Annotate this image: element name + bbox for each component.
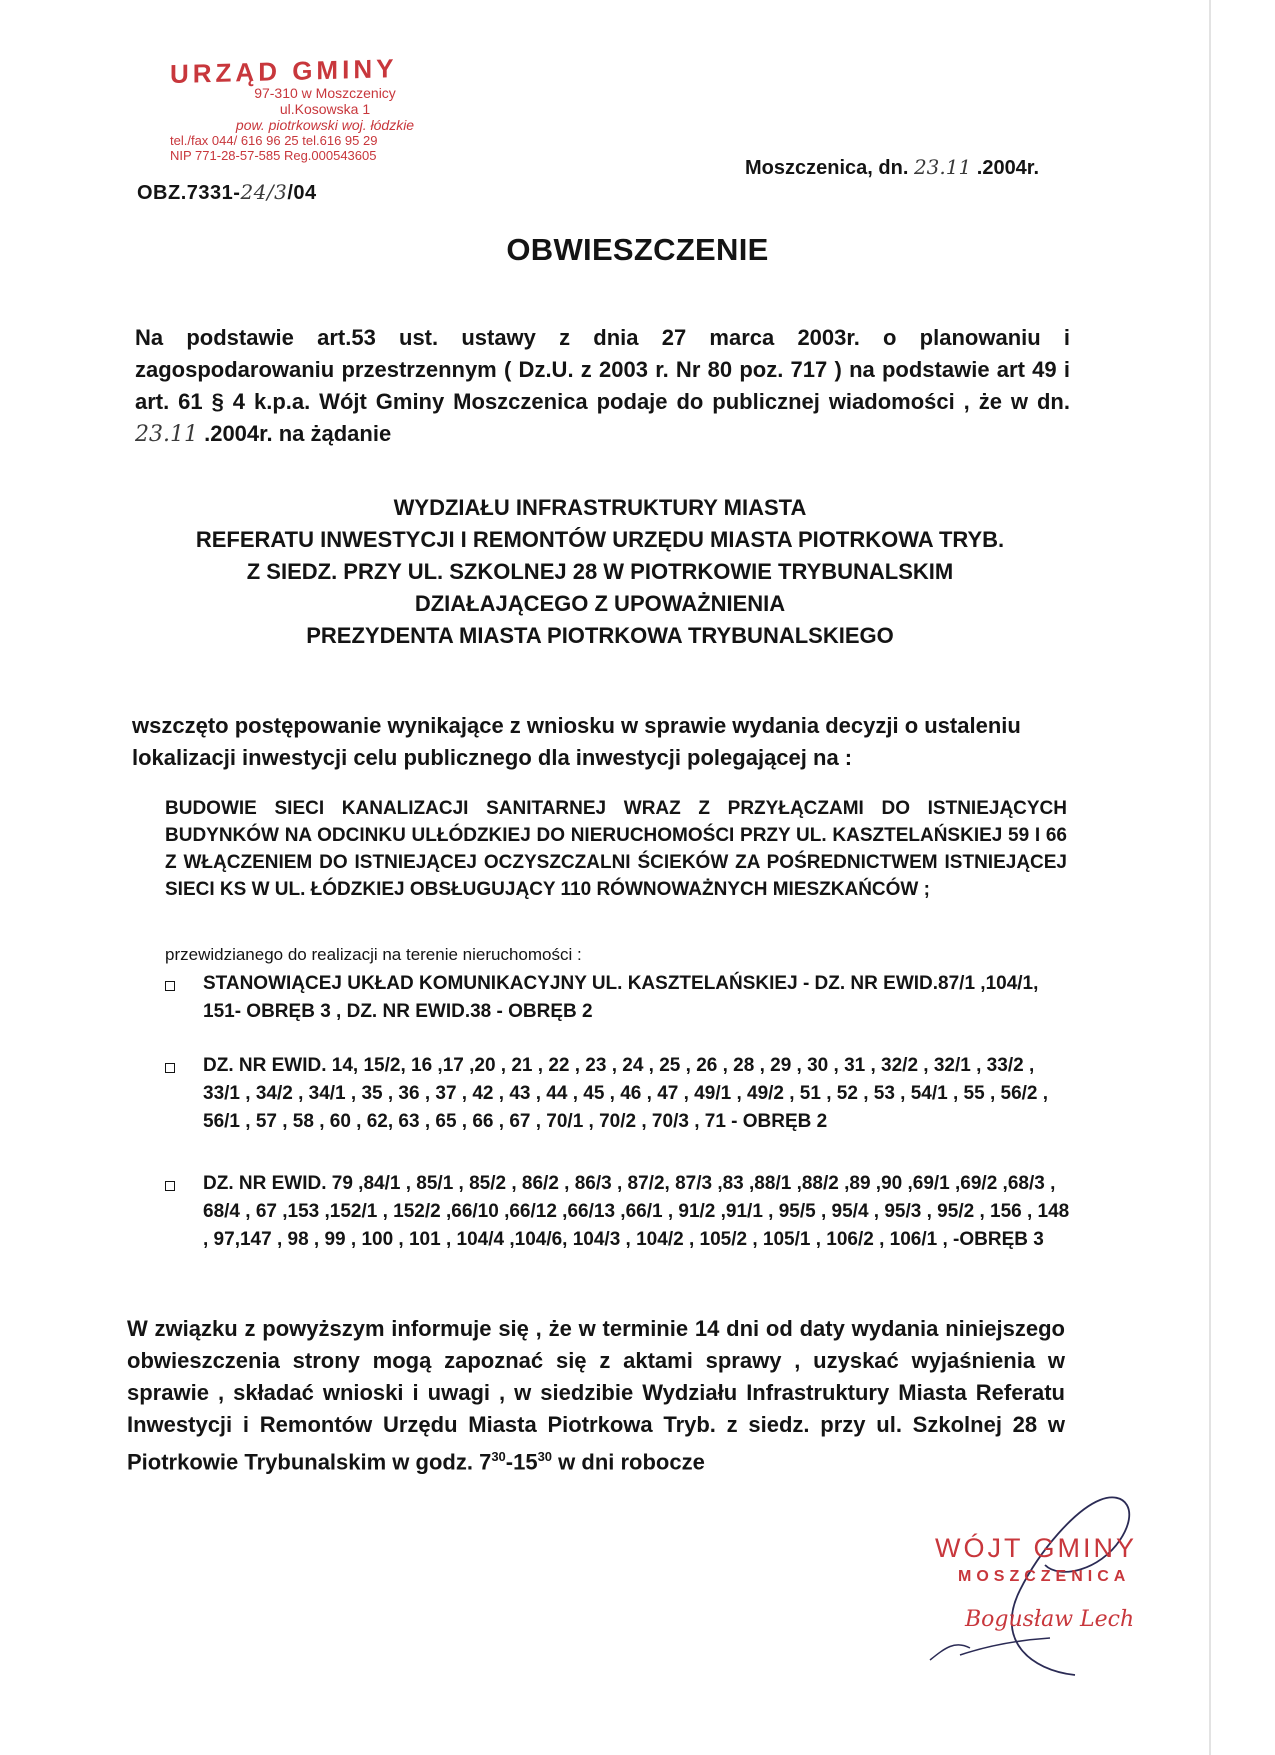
date-line [745, 155, 1039, 180]
date-suffix: .2004r. [971, 157, 1040, 179]
date-prefix: Moszczenica, dn. [745, 157, 914, 179]
applicant-block [0, 492, 1200, 652]
intro-paragraph [135, 322, 1070, 451]
reference-number [137, 180, 317, 205]
signature-title: WÓJT GMINY [935, 1533, 1137, 1563]
stamp-phones: tel./fax 044/ 616 96 25 tel.616 95 29 [170, 133, 378, 148]
closing-suffix: w dni robocze [552, 1449, 705, 1475]
square-bullet-icon [165, 981, 175, 991]
signature-municipality: MOSZCZENICA [958, 1568, 1131, 1585]
reference-prefix: OBZ.7331- [137, 182, 241, 204]
hour-start-superscript: 30 [491, 1449, 506, 1464]
plots-intro: przewidzianego do realizacji na terenie nieruchomości : [165, 945, 582, 964]
signature-block [900, 1470, 1200, 1700]
stamp-nip: NIP 771-28-57-585 Reg.000543605 [170, 148, 377, 163]
proceedings-paragraph: wszczęto postępowanie wynikające z wniosku w sprawie wydania decyzji o ustaleniu lokalizacji inwestycji celu publicznego dla inwestycji polegającej na : [132, 713, 1021, 770]
closing-paragraph [127, 1313, 1065, 1478]
stamp-county: pow. piotrkowski woj. łódzkie [235, 117, 415, 133]
stamp-street: ul.Kosowska 1 [279, 101, 371, 117]
hour-dash: -15 [505, 1449, 538, 1475]
intro-date-handwritten: 23.11 [135, 422, 198, 447]
applicant-line: REFERATU INWESTYCJI I REMONTÓW URZĘDU MIASTA PIOTRKOWA TRYB. [195, 527, 1005, 552]
applicant-line: PREZYDENTA MIASTA PIOTRKOWA TRYBUNALSKIEGO [306, 623, 894, 648]
office-stamp [170, 55, 480, 163]
applicant-line: WYDZIAŁU INFRASTRUKTURY MIASTA [393, 495, 807, 520]
stamp-title: URZĄD GMINY [170, 53, 398, 90]
plot-text: DZ. NR EWID. 14, 15/2, 16 ,17 ,20 , 21 , 22 , 23 , 24 , 25 , 26 , 28 , 29 , 30 , 31 , 32/2 , 32/1 , 33/2 , 33/1 , 34/2 , 34/1 , 35 , 36 , 37 , 42 , 43 , 44 , 45 , 46 , 47 , 49/1 , 49/2 , 51 , 52 , 53 , 54/1 , 55 , 56/2 , 56/1 , 57 , 58 , 60 , 62, 63 , 65 , 66 , 67 , 70/1 , 70/2 , 70/3 , 71 - OBRĘB 2 [203, 1055, 1049, 1132]
square-bullet-icon [165, 1181, 175, 1191]
investment-description: BUDOWIE SIECI KANALIZACJI SANITARNEJ WRAZ Z PRZYŁĄCZAMI DO ISTNIEJĄCYCH BUDYNKÓW NA ODCINKU ULŁÓDZKIEJ DO NIERUCHOMOŚCI PRZY UL. KASZTELAŃSKIEJ 59 I 66 Z WŁĄCZENIEM DO ISTNIEJĄCEJ OCZYSZCZALNI ŚCIEKÓW ZA POŚREDNICTWEM ISTNIEJĄCEJ SIECI KS W UL. ŁÓDZKIEJ OBSŁUGUJĄCY 110 RÓWNOWAŻNYCH MIESZKAŃCÓW ; [165, 798, 1067, 900]
hour-end-superscript: 30 [537, 1449, 553, 1464]
plot-list-item [165, 970, 1075, 1026]
stamp-postal: 97-310 w Moszczenicy [254, 85, 396, 101]
square-bullet-icon [165, 1063, 175, 1073]
plot-list-item [165, 1170, 1075, 1254]
reference-suffix: /04 [287, 182, 317, 204]
date-handwritten: 23.11 [913, 155, 972, 179]
plot-text: STANOWIĄCEJ UKŁAD KOMUNIKACYJNY UL. KASZTELAŃSKIEJ - DZ. NR EWID.87/1 ,104/1, 151- OBRĘB 3 , DZ. NR EWID.38 - OBRĘB 2 [203, 973, 1039, 1022]
applicant-line: Z SIEDZ. PRZY UL. SZKOLNEJ 28 W PIOTRKOWIE TRYBUNALSKIM [246, 559, 954, 584]
applicant-line: DZIAŁAJĄCEGO Z UPOWAŻNIENIA [414, 591, 786, 616]
plot-text: DZ. NR EWID. 79 ,84/1 , 85/1 , 85/2 , 86/2 , 86/3 , 87/2, 87/3 ,83 ,88/1 ,88/2 ,89 ,90 ,69/1 ,69/2 ,68/3 , 68/4 , 67 ,153 ,152/1 , 152/2 ,66/10 ,66/12 ,66/13 ,66/1 , 91/2 ,91/1 , 95/5 , 95/4 , 95/3 , 95/2 , 156 , 148 , 97,147 , 98 , 99 , 100 , 101 , 104/4 ,104/6, 104/3 , 104/2 , 105/2 , 105/1 , 106/2 , 106/1 , -OBRĘB 3 [203, 1173, 1070, 1250]
plot-list-item [165, 1052, 1075, 1136]
reference-handwritten: 24/3 [240, 180, 288, 204]
closing-text: W związku z powyższym informuje się , że w terminie 14 dni od daty wydania niniejszego obwieszczenia strony mogą zapoznać się z aktami sprawy , uzyskać wyjaśnienia w sprawie , składać wnioski i uwagi , w siedzibie Wydziału Infrastruktury Miasta Referatu Inwestycji i Remontów Urzędu Miasta Piotrkowa Tryb. z siedz. przy ul. Szkolnej 28 w Piotrkowie Trybunalskim w godz. 7 [127, 1316, 1065, 1475]
intro-text: Na podstawie art.53 ust. ustawy z dnia 27 marca 2003r. o planowaniu i zagospodarowaniu przestrzennym ( Dz.U. z 2003 r. Nr 80 poz. 717 ) na podstawie art 49 i art. 61 § 4 k.p.a. Wójt Gminy Moszczenica podaje do publicznej wiadomości , że w dn. [135, 325, 1070, 414]
document-title: OBWIESZCZENIE [506, 232, 769, 267]
signature-name: Bogusław Lech [965, 1607, 1135, 1632]
intro-suffix: .2004r. na żądanie [197, 421, 392, 446]
